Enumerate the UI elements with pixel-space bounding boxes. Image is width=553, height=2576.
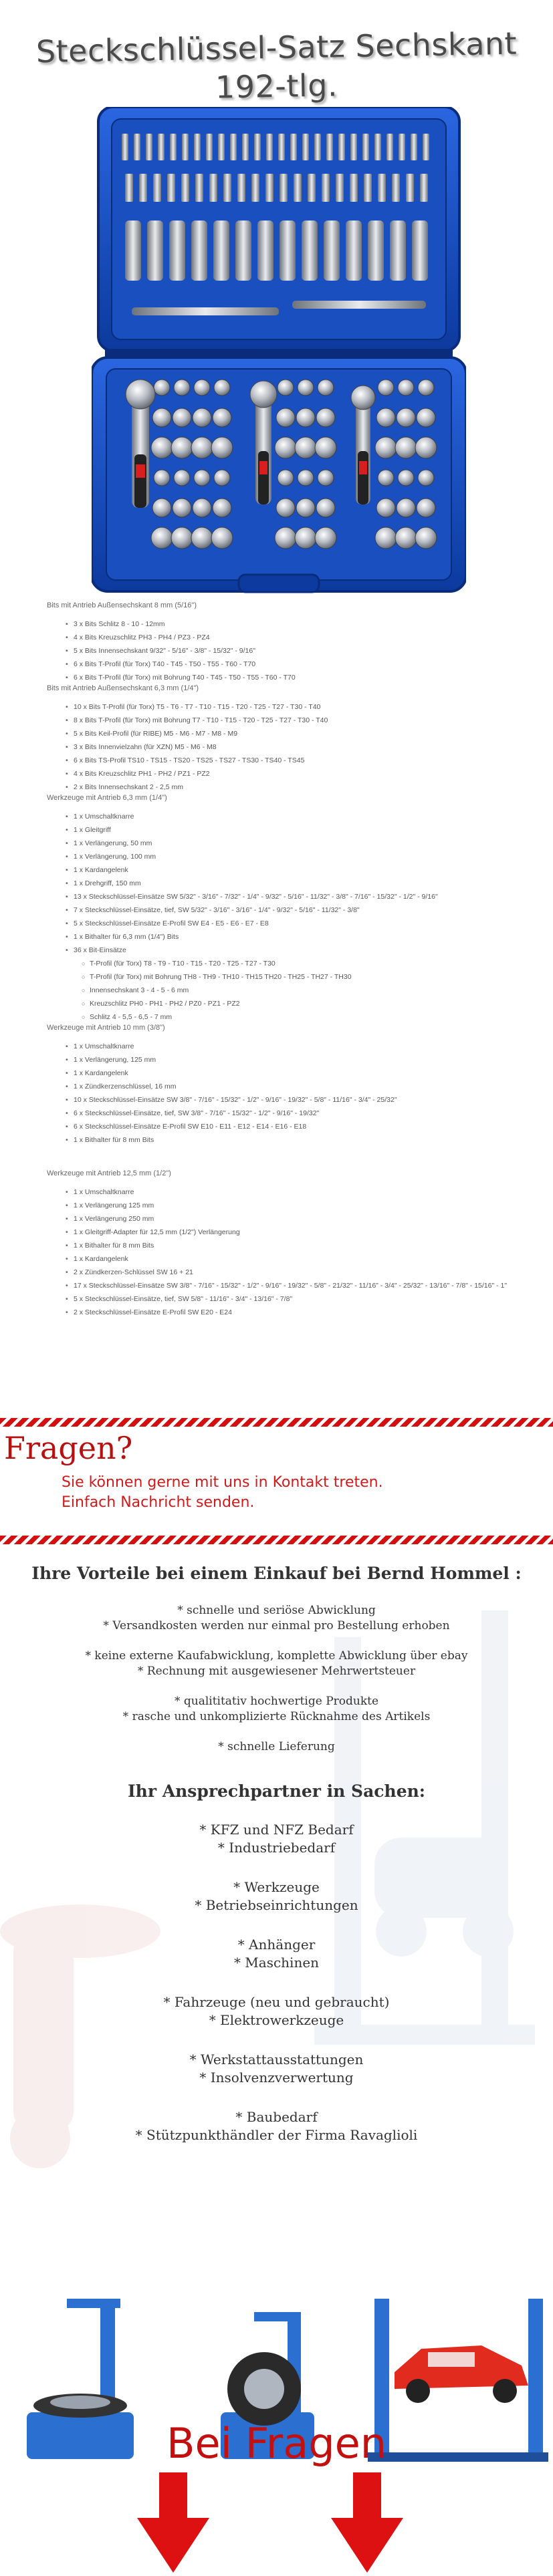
socket-icon xyxy=(173,408,191,427)
socket-icon xyxy=(378,380,394,396)
socket-icon xyxy=(173,498,191,517)
socket-icon xyxy=(275,437,296,458)
list-item: • 1 x Verlängerung, 125 mm xyxy=(66,1053,542,1066)
socket-icon xyxy=(276,408,295,427)
bit-icon xyxy=(386,134,393,160)
list-item: • 5 x Bits Innensechskant 9/32" - 5/16" - 3/8" - 15/32" - 9/16" xyxy=(66,644,542,658)
topic-item: * Industriebedarf xyxy=(217,1840,336,1856)
socket-icon xyxy=(276,498,295,517)
socket-icon xyxy=(152,498,171,517)
socket-icon xyxy=(417,498,435,517)
advantage-item: * schnelle Lieferung xyxy=(218,1740,335,1753)
socket-icon xyxy=(171,437,193,458)
bit-icon xyxy=(265,174,273,202)
socket-icon xyxy=(316,498,335,517)
bit-icon xyxy=(406,174,414,202)
bit-icon xyxy=(280,174,288,202)
list-item: • 1 x Verlängerung, 50 mm xyxy=(66,837,542,850)
spec-group-bits-8mm xyxy=(47,601,542,684)
list-item: • 1 x Gleitgriff-Adapter für 12,5 mm (1/2") Verlängerung xyxy=(66,1226,542,1239)
socket-icon xyxy=(211,527,233,549)
bit-icon xyxy=(350,174,358,202)
spec-group-title: Werkzeuge mit Antrieb 6,3 mm (1/4") xyxy=(47,794,167,802)
bit-icon xyxy=(170,134,177,160)
spec-group-tools-6-3mm xyxy=(47,794,542,1024)
socket-icon xyxy=(415,437,437,458)
deep-socket-icon xyxy=(191,221,207,281)
socket-icon xyxy=(375,437,397,458)
socket-icon xyxy=(174,470,190,486)
list-item: • 1 x Verlängerung 125 mm xyxy=(66,1199,542,1212)
bit-icon xyxy=(146,134,152,160)
bit-icon xyxy=(223,174,231,202)
bit-icon xyxy=(237,174,245,202)
bit-icon xyxy=(278,134,285,160)
sub-list-item: ○ T-Profil (für Torx) T8 - T9 - T10 - T15 - T20 - T25 - T27 - T30 xyxy=(82,957,542,970)
list-item: • 1 x Kardangelenk xyxy=(66,1252,542,1266)
socket-icon xyxy=(278,380,294,396)
socket-icon xyxy=(296,408,315,427)
list-item: • 1 x Verlängerung 250 mm xyxy=(66,1212,542,1226)
list-item: • 10 x Steckschlüssel-Einsätze SW 3/8" - 7/16" - 15/32" - 1/2" - 9/16" - 19/32" - 5/8" - 11/16" - 3/4" - 25/32" xyxy=(66,1093,542,1107)
advantage-item: * qualititativ hochwertige Produkte xyxy=(174,1695,379,1708)
bit-icon xyxy=(338,134,345,160)
socket-icon xyxy=(213,498,231,517)
list-item: • 1 x Bithalter für 8 mm Bits xyxy=(66,1239,542,1252)
contact-person-block xyxy=(0,2051,553,2087)
bit-icon xyxy=(206,134,213,160)
bit-icon xyxy=(266,134,273,160)
topic-item: * Anhänger xyxy=(237,1937,316,1953)
spec-group-title: Bits mit Antrieb Außensechskant 8 mm (5/16") xyxy=(47,601,197,609)
advantage-item: * rasche und unkomplizierte Rücknahme des Artikels xyxy=(122,1710,431,1723)
socket-icon xyxy=(376,498,395,517)
socket-icon xyxy=(154,380,170,396)
advantages-block xyxy=(0,1649,553,1679)
divider-stripe-bottom xyxy=(0,1536,553,1544)
socket-icon xyxy=(214,380,230,396)
advantages-block xyxy=(0,1603,553,1634)
bit-icon xyxy=(242,134,249,160)
spec-group-bits-6-3mm xyxy=(47,684,542,794)
deep-socket-icon xyxy=(235,221,251,281)
socket-icon xyxy=(398,380,414,396)
bit-icon xyxy=(392,174,400,202)
bit-icon xyxy=(167,174,175,202)
bit-icon xyxy=(209,174,217,202)
topic-item: * KFZ und NFZ Bedarf xyxy=(199,1822,354,1838)
list-item: • 1 x Bithalter für 6,3 mm (1/4") Bits xyxy=(66,930,542,944)
list-item: • 4 x Bits Kreuzschlitz PH1 - PH2 / PZ1 - PZ2 xyxy=(66,767,542,780)
list-item: • 6 x Bits T-Profil (für Torx) T40 - T45 - T50 - T55 - T60 - T70 xyxy=(66,658,542,671)
bit-icon xyxy=(230,134,237,160)
topic-item: * Insolvenzverwertung xyxy=(199,2069,354,2086)
bit-icon xyxy=(153,174,161,202)
bit-icon xyxy=(125,174,133,202)
socket-icon xyxy=(418,470,434,486)
socket-icon xyxy=(295,527,316,549)
list-item: • 8 x Bits T-Profil (für Torx) mit Bohrung T7 - T10 - T15 - T20 - T25 - T27 - T30 - T40 xyxy=(66,714,542,727)
list-item: • 5 x Steckschlüssel-Einsätze E-Profil SW E4 - E5 - E6 - E7 - E8 xyxy=(66,917,542,930)
bit-icon xyxy=(423,134,429,160)
bit-icon xyxy=(218,134,225,160)
list-item: • 2 x Steckschlüssel-Einsätze E-Profil SW E20 - E24 xyxy=(66,1306,542,1319)
contact-person-block xyxy=(0,2108,553,2144)
topic-item: * Werkzeuge xyxy=(233,1879,320,1895)
topic-item: * Baubedarf xyxy=(235,2109,318,2125)
bit-icon xyxy=(294,174,302,202)
socket-icon xyxy=(415,527,437,549)
list-item: • 6 x Bits TS-Profil TS10 - TS15 - TS20 - TS25 - TS27 - TS30 - TS40 - TS45 xyxy=(66,754,542,767)
bit-icon xyxy=(374,134,381,160)
list-item: • 1 x Umschaltknarre xyxy=(66,1185,542,1199)
bit-icon xyxy=(254,134,261,160)
topic-item: * Elektrowerkzeuge xyxy=(209,2012,344,2028)
socket-icon xyxy=(194,380,210,396)
bit-icon xyxy=(139,174,147,202)
contact-person-block xyxy=(0,1936,553,1972)
bit-icon xyxy=(378,174,386,202)
contact-heading: Fragen? xyxy=(4,1430,133,1466)
socket-icon xyxy=(318,470,334,486)
bit-icon xyxy=(326,134,333,160)
divider-stripe-top xyxy=(0,1418,553,1427)
spec-list xyxy=(47,601,542,1319)
socket-icon xyxy=(397,408,415,427)
bit-icon xyxy=(308,174,316,202)
contact-person-block xyxy=(0,1878,553,1914)
list-item: • 1 x Umschaltknarre xyxy=(66,1040,542,1053)
socket-icon xyxy=(395,527,417,549)
spec-group-title: Werkzeuge mit Antrieb 10 mm (3/8") xyxy=(47,1024,165,1032)
list-item: • 6 x Steckschlüssel-Einsätze E-Profil SW E10 - E11 - E12 - E14 - E16 - E18 xyxy=(66,1120,542,1133)
list-item: • 10 x Bits T-Profil (für Torx) T5 - T6 - T7 - T10 - T15 - T20 - T25 - T27 - T30 - T40 xyxy=(66,700,542,714)
socket-icon xyxy=(278,470,294,486)
socket-icon xyxy=(298,380,314,396)
contact-line-2: Einfach Nachricht senden. xyxy=(62,1494,255,1511)
socket-icon xyxy=(275,527,296,549)
bit-icon xyxy=(322,174,330,202)
advantages-block xyxy=(0,1694,553,1725)
title-line-1: Steckschlüssel-Satz Sechskant xyxy=(35,25,518,70)
list-item: • 13 x Steckschlüssel-Einsätze SW 5/32" - 3/16" - 7/32" - 1/4" - 9/32" - 5/16" - 11/32" - 3/8" - 7/16" - 15/32" - 1/2" - 9/16" xyxy=(66,890,542,903)
down-arrows xyxy=(0,2472,553,2576)
list-item: • 1 x Kardangelenk xyxy=(66,1066,542,1080)
socket-icon xyxy=(154,470,170,486)
list-item: • 7 x Steckschlüssel-Einsätze, tief, SW 5/32" - 3/16" - 3/16" - 1/4" - 9/32" - 5/16" - 11/32" - 3/8" xyxy=(66,903,542,917)
deep-socket-icon xyxy=(280,221,296,281)
socket-icon xyxy=(191,527,213,549)
list-item: • 5 x Bits Keil-Profil (für RIBE) M5 - M6 - M7 - M8 - M9 xyxy=(66,727,542,740)
list-item: • 3 x Bits Schlitz 8 - 10 - 12mm xyxy=(66,617,542,631)
socket-icon xyxy=(316,408,335,427)
contact-person-block xyxy=(0,1993,553,2029)
socket-icon xyxy=(375,527,397,549)
list-item: • 17 x Steckschlüssel-Einsätze SW 3/8" - 7/16" - 15/32" - 1/2" - 9/16" - 19/32" - 5/8" - 21/32" - 11/16" - 3/4" - 25/32" - 13/16" - 7/8" - 15/16" - 1" xyxy=(66,1279,542,1292)
bit-icon xyxy=(181,174,189,202)
socket-icon xyxy=(213,408,231,427)
topic-item: * Werkstattausstattungen xyxy=(189,2051,364,2067)
socket-icon xyxy=(296,498,315,517)
advantages-heading: Ihre Vorteile bei einem Einkauf bei Bernd Hommel : xyxy=(31,1564,522,1583)
sub-list-item: ○ Schlitz 4 - 5,5 - 6,5 - 7 mm xyxy=(82,1010,542,1024)
deep-socket-icon xyxy=(390,221,406,281)
deep-socket-icon xyxy=(302,221,318,281)
bit-icon xyxy=(182,134,189,160)
product-title xyxy=(0,25,553,106)
socket-icon xyxy=(397,498,415,517)
list-item: • 2 x Bits Innensechskant 2 - 2,5 mm xyxy=(66,780,542,794)
socket-icon xyxy=(418,380,434,396)
arrow-down-icon xyxy=(331,2472,403,2573)
deep-socket-icon xyxy=(169,221,185,281)
arrow-down-icon xyxy=(137,2472,209,2573)
list-item: • 1 x Umschaltknarre xyxy=(66,810,542,823)
bit-icon xyxy=(122,134,128,160)
deep-socket-icon xyxy=(412,221,428,281)
spec-group-title: Bits mit Antrieb Außensechskant 6,3 mm (1/4") xyxy=(47,684,199,692)
advantage-item: * keine externe Kaufabwicklung, komplette Abwicklung über ebay xyxy=(85,1649,468,1663)
bit-icon xyxy=(158,134,164,160)
spec-group-tools-10mm xyxy=(47,1024,542,1147)
bit-icon xyxy=(420,174,428,202)
contact-text xyxy=(62,1473,383,1513)
socket-icon xyxy=(298,470,314,486)
list-item: • 4 x Bits Kreuzschlitz PH3 - PH4 / PZ3 - PZ4 xyxy=(66,631,542,644)
bit-icon xyxy=(290,134,297,160)
list-item: • 1 x Verlängerung, 100 mm xyxy=(66,850,542,863)
socket-icon xyxy=(191,437,213,458)
bit-icon xyxy=(134,134,140,160)
list-item: • 36 x Bit-Einsätze xyxy=(66,944,542,957)
bit-icon xyxy=(336,174,344,202)
list-item: • 5 x Steckschlüssel-Einsätze, tief, SW 5/8" - 11/16" - 3/4" - 13/16" - 7/8" xyxy=(66,1292,542,1306)
socket-icon xyxy=(376,408,395,427)
socket-icon xyxy=(315,527,336,549)
socket-icon xyxy=(193,498,211,517)
sub-list-item: ○ Kreuzschlitz PH0 - PH1 - PH2 / PZ0 - PZ1 - PZ2 xyxy=(82,997,542,1010)
deep-socket-icon xyxy=(257,221,273,281)
advantage-item: * Versandkosten werden nur einmal pro Bestellung erhoben xyxy=(103,1619,450,1632)
bit-icon xyxy=(195,174,203,202)
socket-icon xyxy=(151,527,173,549)
contact-person-block xyxy=(0,1821,553,1857)
advantage-item: * Rechnung mit ausgewiesener Mehrwertsteuer xyxy=(137,1665,416,1678)
sub-list-item: ○ T-Profil (für Torx) mit Bohrung TH8 - TH9 - TH10 - TH15 TH20 - TH25 - TH27 - TH30 xyxy=(82,970,542,984)
deep-socket-icon xyxy=(125,221,141,281)
socket-icon xyxy=(194,470,210,486)
deep-socket-icon xyxy=(346,221,362,281)
socket-icon xyxy=(315,437,336,458)
list-item: • 1 x Zündkerzenschlüssel, 16 mm xyxy=(66,1080,542,1093)
spec-group-tools-12-5mm xyxy=(47,1169,542,1319)
deep-socket-icon xyxy=(213,221,229,281)
deep-socket-icon xyxy=(147,221,163,281)
bit-icon xyxy=(399,134,405,160)
list-item: • 3 x Bits Innenvielzahn (für XZN) M5 - M6 - M8 xyxy=(66,740,542,754)
socket-icon xyxy=(193,408,211,427)
spec-group-title: Werkzeuge mit Antrieb 12,5 mm (1/2") xyxy=(47,1169,171,1177)
bit-icon xyxy=(350,134,357,160)
list-item: • 2 x Zündkerzen-Schlüssel SW 16 + 21 xyxy=(66,1266,542,1279)
topic-item: * Fahrzeuge (neu und gebraucht) xyxy=(163,1994,390,2010)
advantages-section xyxy=(0,1564,553,2166)
socket-icon xyxy=(174,380,190,396)
socket-icon xyxy=(171,527,193,549)
contact-person-heading: Ihr Ansprechpartner in Sachen: xyxy=(127,1781,426,1801)
list-item: • 6 x Bits T-Profil (für Torx) mit Bohrung T40 - T45 - T50 - T55 - T60 - T70 xyxy=(66,671,542,684)
deep-socket-icon xyxy=(324,221,340,281)
socket-icon xyxy=(318,380,334,396)
socket-icon xyxy=(295,437,316,458)
socket-icon xyxy=(395,437,417,458)
bit-icon xyxy=(194,134,201,160)
list-item: • 1 x Bithalter für 8 mm Bits xyxy=(66,1133,542,1147)
bit-icon xyxy=(364,174,372,202)
bit-icon xyxy=(314,134,321,160)
socket-icon xyxy=(151,437,173,458)
bit-icon xyxy=(362,134,369,160)
topic-item: * Betriebseinrichtungen xyxy=(195,1897,358,1913)
sub-list-item: ○ Innensechskant 3 - 4 - 5 - 6 mm xyxy=(82,984,542,997)
list-item: • 1 x Drehgriff, 150 mm xyxy=(66,877,542,890)
bit-icon xyxy=(302,134,309,160)
advantage-item: * schnelle und seriöse Abwicklung xyxy=(177,1604,376,1617)
deep-socket-icon xyxy=(368,221,384,281)
advantages-block xyxy=(0,1739,553,1755)
product-image-tool-case xyxy=(92,107,466,595)
list-item: • 1 x Gleitgriff xyxy=(66,823,542,837)
list-item: • 6 x Steckschlüssel-Einsätze, tief, SW 3/8" - 7/16" - 15/32" - 1/2" - 9/16" - 19/32" xyxy=(66,1107,542,1120)
socket-icon xyxy=(152,408,171,427)
contact-line-1: Sie können gerne mit uns in Kontakt treten. xyxy=(62,1474,383,1491)
socket-icon xyxy=(417,408,435,427)
bit-icon xyxy=(251,174,259,202)
list-item: • 1 x Kardangelenk xyxy=(66,863,542,877)
bit-icon xyxy=(411,134,417,160)
topic-item: * Stützpunkthändler der Firma Ravaglioli xyxy=(135,2127,418,2143)
socket-icon xyxy=(398,470,414,486)
socket-icon xyxy=(214,470,230,486)
topic-item: * Maschinen xyxy=(233,1955,320,1971)
socket-icon xyxy=(378,470,394,486)
bei-fragen-heading: Bei Fragen xyxy=(166,2419,387,2468)
socket-icon xyxy=(211,437,233,458)
title-line-2: 192-tlg. xyxy=(215,67,338,106)
